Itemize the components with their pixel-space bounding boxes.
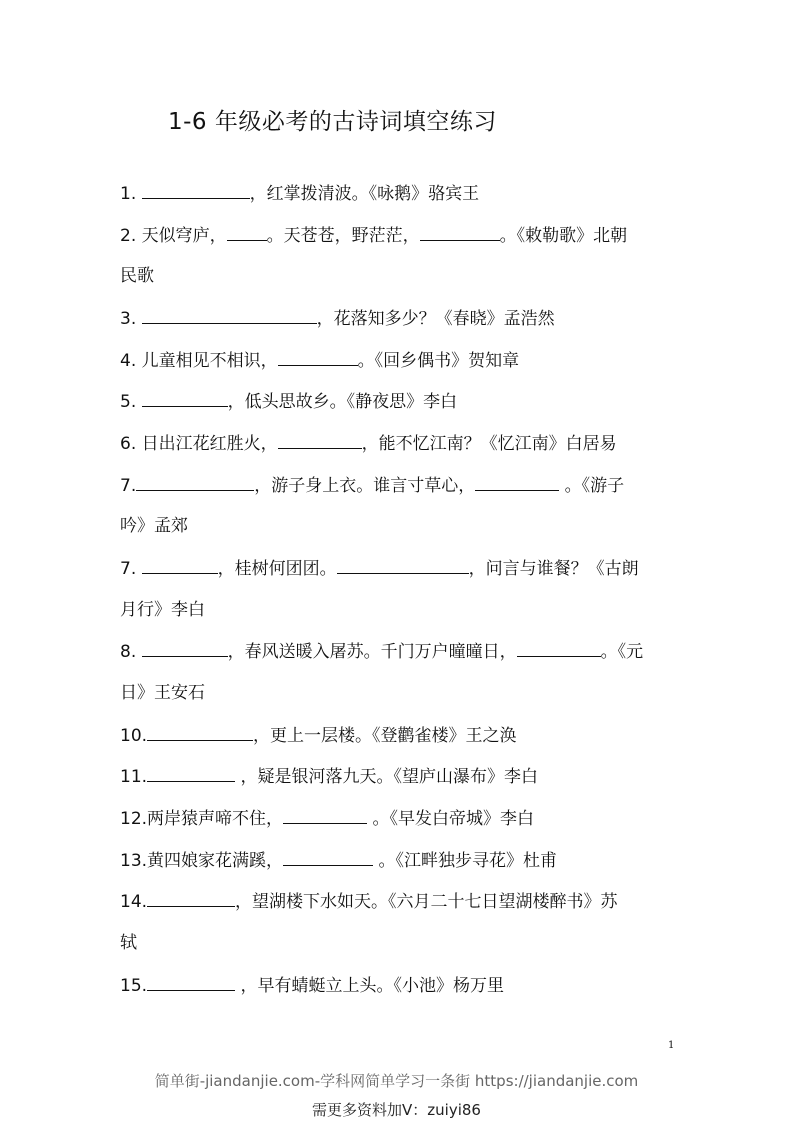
question-text: 13.黄四娘家花满蹊， [120,851,284,871]
fill-in-blank[interactable] [142,388,228,407]
footer-contact-line: 需更多资料加V：zuiyi86 [312,1101,481,1119]
question-text: ，低头思故乡。《静夜思》李白 [227,392,458,412]
question-line [120,972,504,998]
fill-in-blank[interactable] [283,847,373,866]
question-line [120,388,457,414]
fill-in-blank[interactable] [147,763,235,782]
question-line [120,347,519,373]
question-text: ，问言与谁餐？《古朗 [468,559,639,579]
question-text: 5. [120,392,142,412]
fill-in-blank[interactable] [337,555,469,574]
question-line [120,930,137,956]
question-line [120,305,555,331]
question-text: 7. [120,476,137,496]
question-text: 。《敕勒歌》北朝 [499,226,628,246]
question-text: 。《早发白帝城》李白 [367,809,534,829]
fill-in-blank[interactable] [142,180,250,199]
question-line [120,638,643,664]
question-text: 14. [120,892,148,912]
question-line [120,763,538,789]
question-text: ，春风送暖入屠苏。千门万户曈曈日， [227,642,517,662]
question-line [120,513,188,539]
question-line [120,847,557,873]
question-line [120,263,154,289]
question-text: 7. [120,559,142,579]
footer-site-line: 简单街-jiandanjie.com-学科网简单学习一条街 https://jiandanjie.com [154,1072,639,1090]
fill-in-blank[interactable] [278,430,362,449]
question-text: 月行》李白 [120,600,205,620]
question-text: ，桂树何团团。 [217,559,337,579]
question-text: 11. [120,767,148,787]
question-text: 4. 儿童相见不相识， [120,351,278,371]
question-text: ，疑是银河落九天。《望庐山瀑布》李白 [235,767,538,787]
fill-in-blank[interactable] [142,305,317,324]
question-line [120,430,617,456]
question-text: ，花落知多少？《春晓》孟浩然 [316,309,555,329]
page-number: 1 [668,1040,675,1051]
question-text: 2. 天似穹庐， [120,226,227,246]
question-text: 。天苍苍，野茫茫， [266,226,420,246]
question-text: ，望湖楼下水如天。《六月二十七日望湖楼醉书》苏 [235,892,618,912]
question-text: ，更上一层楼。《登鹳雀楼》王之涣 [253,726,517,746]
question-text: 。《游子 [559,476,625,496]
question-text: 日》王安石 [120,683,205,703]
question-text: ，能不忆江南？《忆江南》白居易 [361,434,617,454]
fill-in-blank[interactable] [283,805,367,824]
question-text: 轼 [120,933,137,953]
question-text: 1. [120,184,142,204]
fill-in-blank[interactable] [227,222,267,241]
question-line [120,805,534,831]
question-text: 吟》孟郊 [120,516,188,536]
question-line [120,180,479,206]
fill-in-blank[interactable] [142,555,218,574]
fill-in-blank[interactable] [147,972,235,991]
question-line [120,597,205,623]
question-line [120,222,627,248]
fill-in-blank[interactable] [147,722,253,741]
question-text: ，早有蜻蜓立上头。《小池》杨万里 [235,976,504,996]
question-text: 。《元 [600,642,644,662]
question-text: 8. [120,642,142,662]
question-line [120,888,618,914]
question-line [120,722,517,748]
question-line [120,555,639,581]
question-line [120,680,205,706]
question-text: ，游子身上衣。谁言寸草心， [254,476,476,496]
page-title: 1-6 年级必考的古诗词填空练习 [168,109,497,135]
fill-in-blank[interactable] [475,472,559,491]
question-text: 6. 日出江花红胜火， [120,434,278,454]
question-text: 。《江畔独步寻花》杜甫 [373,851,557,871]
fill-in-blank[interactable] [420,222,500,241]
question-line [120,472,624,498]
question-text: ，红掌拨清波。《咏鹅》骆宾王 [249,184,480,204]
fill-in-blank[interactable] [278,347,358,366]
question-text: 3. [120,309,142,329]
question-text: 12.两岸猿声啼不住， [120,809,284,829]
question-text: 10. [120,726,148,746]
question-text: 15. [120,976,148,996]
fill-in-blank[interactable] [136,472,254,491]
question-text: 。《回乡偶书》贺知章 [357,351,520,371]
fill-in-blank[interactable] [142,638,228,657]
fill-in-blank[interactable] [517,638,601,657]
question-text: 民歌 [120,266,154,286]
fill-in-blank[interactable] [147,888,235,907]
